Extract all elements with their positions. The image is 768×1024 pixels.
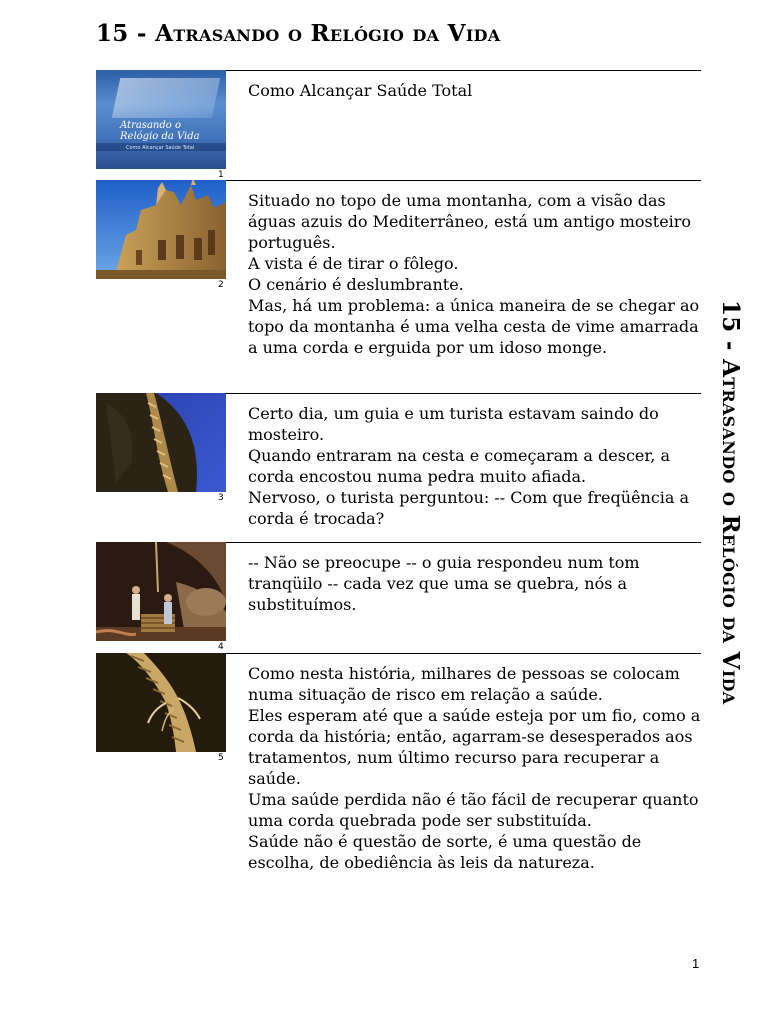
slide-number: 2 <box>218 280 224 290</box>
thumbnail-caption-title: Atrasando o Relógio da Vida <box>120 120 200 142</box>
divider <box>226 393 701 394</box>
slide-text: Certo dia, um guia e um turista estavam saindo do mosteiro. Quando entraram na cesta e começaram a descer, a corda encostou numa pedra muito afiada. Nervoso, o turista perguntou: -- Com que freqüência a corda é trocada? <box>248 404 690 528</box>
slide-text: -- Não se preocupe -- o guia respondeu num tom tranqüilo -- cada vez que uma se quebra, nós a substituímos. <box>248 553 640 614</box>
slide-number: 4 <box>218 642 224 652</box>
slide-4 <box>96 542 701 652</box>
divider <box>226 653 701 654</box>
monastery-image <box>96 180 226 279</box>
slide-5 <box>96 653 701 883</box>
rope-rock-image <box>96 393 226 492</box>
slide-thumbnail-title <box>96 70 226 169</box>
decorative-glass <box>112 78 221 118</box>
page-title: 15 - Atrasando o Relógio da Vida <box>96 20 501 47</box>
slide-3 <box>96 393 701 541</box>
divider <box>226 542 701 543</box>
basket-scene-image <box>96 542 226 641</box>
slide-text: Situado no topo de uma montanha, com a visão das águas azuis do Mediterrâneo, está um antigo mosteiro português. A vista é de tirar o fôlego. O cenário é deslumbrante. Mas, há um problema: a única maneira de se chegar ao topo da montanha é uma velha cesta de vime amarrada a uma corda e erguida por um idoso monge. <box>248 191 700 357</box>
side-title: 15 - Atrasando o Relógio da Vida <box>717 300 744 705</box>
divider <box>226 180 701 181</box>
page-number: 1 <box>692 956 700 971</box>
slide-number: 3 <box>218 493 224 503</box>
frayed-rope-image <box>96 653 226 752</box>
slide-text: Como Alcançar Saúde Total <box>248 81 473 100</box>
slide-2 <box>96 180 701 392</box>
thumbnail-caption-subtitle: Como Alcançar Saúde Total <box>126 145 195 151</box>
slide-1 <box>96 70 701 178</box>
slide-text: Como nesta história, milhares de pessoas se colocam numa situação de risco em relação a saúde. Eles esperam até que a saúde esteja por um fio, como a corda da história; então, agarram-se desesperados aos tratamentos, num último recurso para recuperar a saúde. Uma saúde perdida não é tão fácil de recuperar quanto uma corda quebrada pode ser substituída. Saúde não é questão de sorte, é uma questão de escolha, de obediência às leis da natureza. <box>248 664 701 872</box>
slide-number: 5 <box>218 753 224 763</box>
slide-number: 1 <box>218 170 224 180</box>
divider <box>226 70 701 71</box>
